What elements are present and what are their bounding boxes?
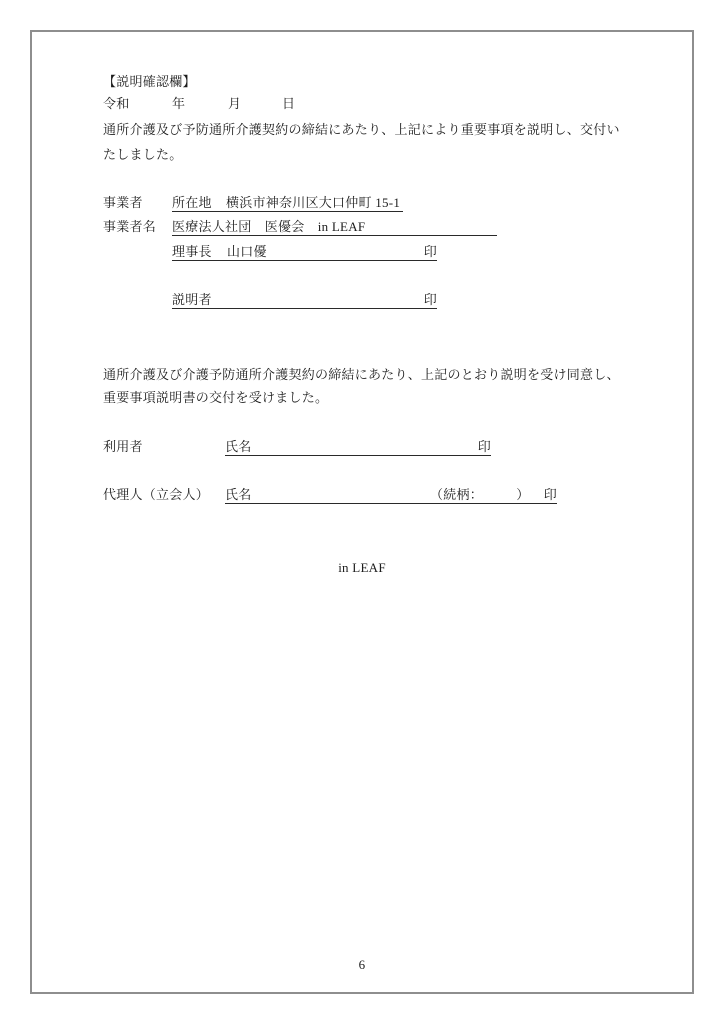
user-label: 利用者 xyxy=(103,439,143,454)
proxy-name-label: 氏名 xyxy=(225,487,252,502)
director-field xyxy=(172,244,437,261)
date-day: 日 xyxy=(282,96,296,111)
proxy-relationship: （続柄： ） xyxy=(430,487,530,502)
statement-line-2: たしました。 xyxy=(103,147,183,162)
director-seal: 印 xyxy=(423,244,437,259)
explainer-label: 説明者 xyxy=(172,292,212,307)
address-label: 所在地 xyxy=(172,195,212,210)
explainer-seal: 印 xyxy=(423,292,437,307)
director-title: 理事長 xyxy=(172,244,212,259)
provider-label: 事業者 xyxy=(103,195,143,210)
explainer-field xyxy=(172,292,437,309)
consent-line-1: 通所介護及び介護予防通所介護契約の締結にあたり、上記のとおり説明を受け同意し、 xyxy=(103,367,620,382)
director-name: 山口優 xyxy=(227,244,267,259)
date-year: 年 xyxy=(172,96,186,111)
proxy-name-field xyxy=(225,487,557,504)
provider-name-value: 医療法人社団 医優会 in LEAF xyxy=(172,219,366,234)
page-border xyxy=(30,30,694,994)
section-heading: 【説明確認欄】 xyxy=(103,74,196,89)
user-name-field xyxy=(225,439,491,456)
provider-name-label: 事業者名 xyxy=(103,219,157,234)
user-name-label: 氏名 xyxy=(225,439,252,454)
address-value: 横浜市神奈川区大口仲町 15-1 xyxy=(226,195,401,210)
proxy-seal: 印 xyxy=(543,487,557,502)
date-month: 月 xyxy=(228,96,242,111)
provider-name-field xyxy=(172,219,497,236)
date-era: 令和 xyxy=(103,96,130,111)
footer-organization: in LEAF xyxy=(338,560,386,575)
statement-line-1: 通所介護及び予防通所介護契約の締結にあたり、上記により重要事項を説明し、交付い xyxy=(103,122,620,137)
consent-line-2: 重要事項説明書の交付を受けました。 xyxy=(103,390,329,405)
proxy-label: 代理人（立会人） xyxy=(103,487,210,502)
provider-address-field xyxy=(172,195,403,212)
user-seal: 印 xyxy=(477,439,491,454)
page-number: 6 xyxy=(358,957,366,972)
